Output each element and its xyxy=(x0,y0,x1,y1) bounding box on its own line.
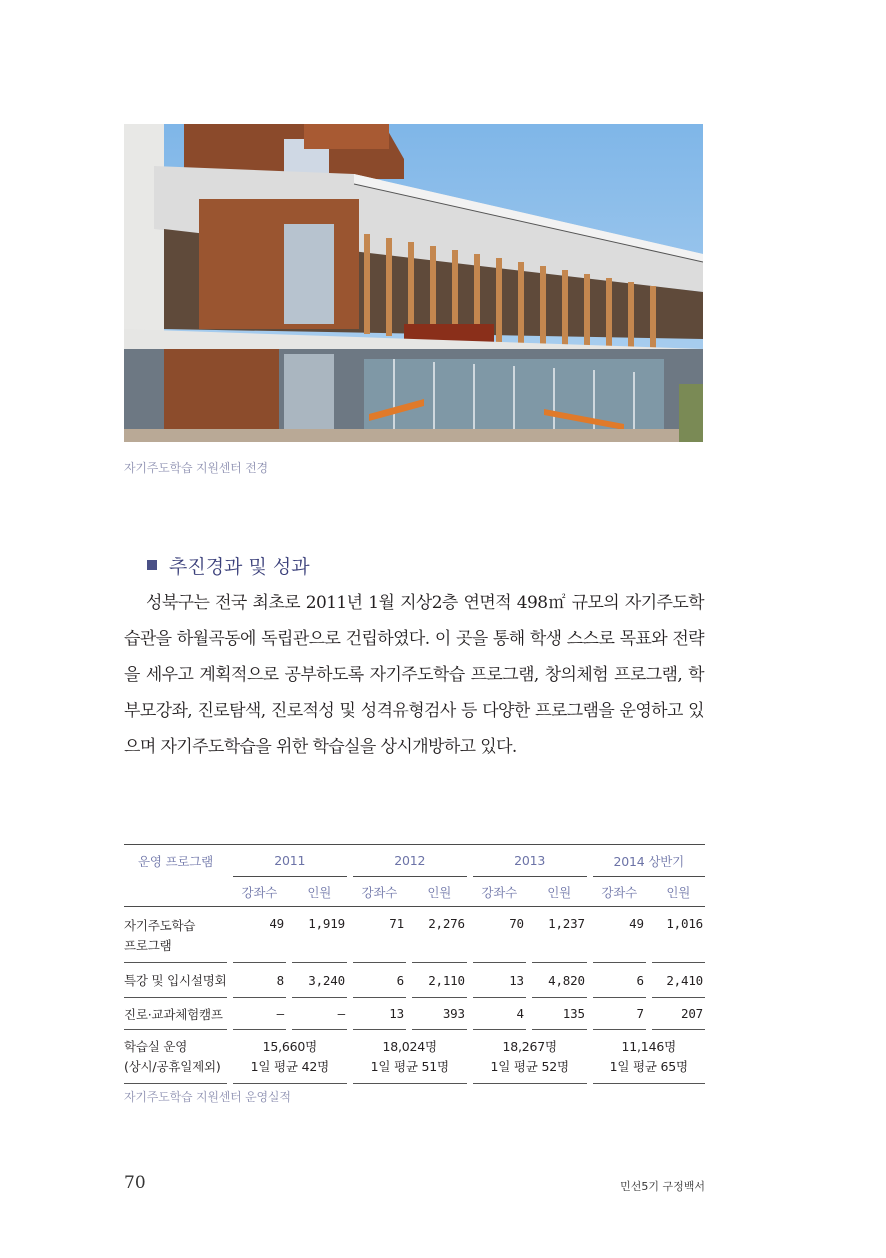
table-cell: 71 xyxy=(353,906,406,963)
header-year: 2013 xyxy=(473,844,587,876)
table-row xyxy=(124,906,705,963)
table-row xyxy=(124,963,705,998)
page-number: 70 xyxy=(124,1173,146,1193)
table-cell: 1,237 xyxy=(532,906,587,963)
photo-caption: 자기주도학습 지원센터 전경 xyxy=(124,461,268,475)
subheader-courses: 강좌수 xyxy=(473,876,526,906)
row-label: 특강 및 입시설명회 xyxy=(124,963,227,998)
row-label: 자기주도학습 프로그램 xyxy=(124,906,227,963)
table-cell: 6 xyxy=(593,963,646,998)
table-cell: 4 xyxy=(473,998,526,1030)
study-room-cell: 15,660명 1일 평균 42명 xyxy=(233,1030,347,1084)
subheader-courses: 강좌수 xyxy=(233,876,286,906)
subheader-people: 인원 xyxy=(652,876,706,906)
table-cell: 2,410 xyxy=(652,963,706,998)
subheader-people: 인원 xyxy=(412,876,467,906)
header-year: 2011 xyxy=(233,844,347,876)
subheader-people: 인원 xyxy=(532,876,587,906)
table-subheader-row xyxy=(124,876,705,906)
study-room-cell: 11,146명 1일 평균 65명 xyxy=(593,1030,706,1084)
table-cell: 4,820 xyxy=(532,963,587,998)
table-cell: – xyxy=(233,998,286,1030)
table-row-study-room xyxy=(124,1030,705,1084)
book-title: 민선5기 구정백서 xyxy=(620,1180,705,1193)
table-cell: 135 xyxy=(532,998,587,1030)
table-cell: 13 xyxy=(353,998,406,1030)
table-cell: 207 xyxy=(652,998,706,1030)
table-cell: 2,110 xyxy=(412,963,467,998)
building-photo xyxy=(124,124,703,442)
operations-table xyxy=(124,844,705,1084)
table-cell: 13 xyxy=(473,963,526,998)
table-cell: 393 xyxy=(412,998,467,1030)
table-cell: 8 xyxy=(233,963,286,998)
row-label: 학습실 운영 (상시/공휴일제외) xyxy=(124,1030,227,1084)
table-cell: 2,276 xyxy=(412,906,467,963)
body-paragraph: 성북구는 전국 최초로 2011년 1월 지상2층 연면적 498㎡ 규모의 자기주도학습관을 하월곡동에 독립관으로 건립하였다. 이 곳을 통해 학생 스스로 목표와 전략을 세우고 계획적으로 공부하도록 자기주도학습 프로그램, 창의체험 프로그램, 학부모강좌, 진로탐색, 진로적성 및 성격유형검사 등 다양한 프로그램을 운영하고 있으며 자기주도학습을 위한 학습실을 상시개방하고 있다. xyxy=(124,593,704,757)
table-cell: – xyxy=(292,998,347,1030)
table-cell: 1,919 xyxy=(292,906,347,963)
table-cell: 6 xyxy=(353,963,406,998)
section-heading xyxy=(147,552,310,579)
table-cell: 49 xyxy=(233,906,286,963)
header-year: 2012 xyxy=(353,844,467,876)
subheader-people: 인원 xyxy=(292,876,347,906)
table-row xyxy=(124,998,705,1030)
subheader-courses: 강좌수 xyxy=(353,876,406,906)
table-cell: 49 xyxy=(593,906,646,963)
table-caption: 자기주도학습 지원센터 운영실적 xyxy=(124,1090,291,1104)
table-cell: 7 xyxy=(593,998,646,1030)
table-cell: 1,016 xyxy=(652,906,706,963)
table-cell: 3,240 xyxy=(292,963,347,998)
table-header-row xyxy=(124,844,705,876)
square-bullet-icon xyxy=(147,560,157,570)
header-year: 2014 상반기 xyxy=(593,844,706,876)
row-label: 진로·교과체험캠프 xyxy=(124,998,227,1030)
study-room-cell: 18,024명 1일 평균 51명 xyxy=(353,1030,467,1084)
study-room-cell: 18,267명 1일 평균 52명 xyxy=(473,1030,587,1084)
table-cell: 70 xyxy=(473,906,526,963)
subheader-courses: 강좌수 xyxy=(593,876,646,906)
header-program: 운영 프로그램 xyxy=(124,844,227,876)
section-title: 추진경과 및 성과 xyxy=(169,556,310,578)
